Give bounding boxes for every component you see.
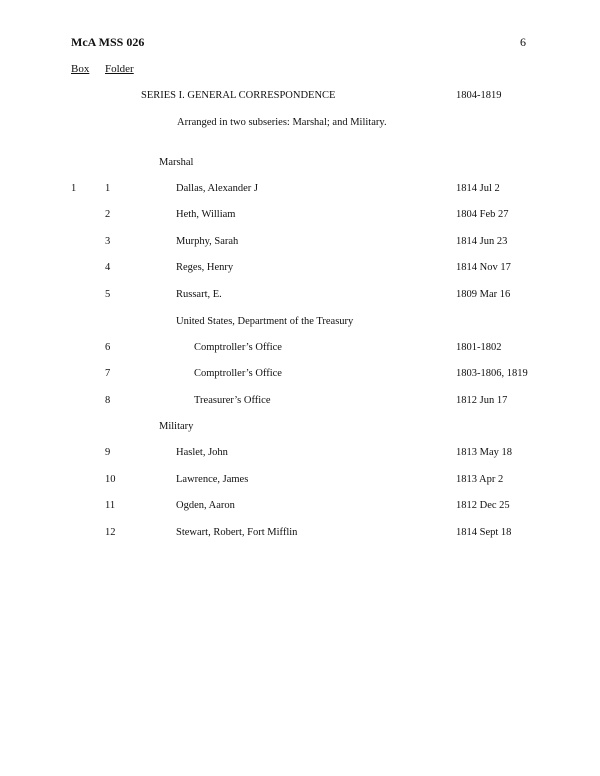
list-item bbox=[0, 342, 600, 356]
folder-number: 4 bbox=[105, 262, 111, 273]
folder-number: 12 bbox=[105, 527, 116, 538]
item-date: 1801-1802 bbox=[456, 342, 502, 353]
box-column-header: Box bbox=[71, 63, 90, 75]
list-item bbox=[0, 236, 600, 250]
correspondent-name: Russart, E. bbox=[176, 289, 222, 300]
collection-id: McA MSS 026 bbox=[71, 35, 145, 49]
correspondent-name: Treasurer’s Office bbox=[194, 395, 271, 406]
folder-number: 3 bbox=[105, 236, 111, 247]
item-date: 1814 Jun 23 bbox=[456, 236, 508, 247]
item-date: 1812 Dec 25 bbox=[456, 500, 510, 511]
list-item bbox=[0, 368, 600, 382]
folder-number: 10 bbox=[105, 474, 116, 485]
correspondent-name: Murphy, Sarah bbox=[176, 236, 239, 247]
correspondent-name: Lawrence, James bbox=[176, 474, 249, 485]
folder-number: 6 bbox=[105, 342, 111, 353]
correspondent-name: Haslet, John bbox=[176, 447, 228, 458]
list-item bbox=[0, 183, 600, 197]
item-date: 1809 Mar 16 bbox=[456, 289, 511, 300]
list-item bbox=[0, 500, 600, 514]
item-date: 1814 Sept 18 bbox=[456, 527, 512, 538]
folder-number: 5 bbox=[105, 289, 111, 300]
list-item bbox=[0, 316, 600, 330]
list-item bbox=[0, 395, 600, 409]
page-number: 6 bbox=[520, 35, 526, 49]
correspondent-name: Dallas, Alexander J bbox=[176, 183, 258, 194]
correspondent-name: Comptroller’s Office bbox=[194, 342, 282, 353]
item-date: 1813 May 18 bbox=[456, 447, 512, 458]
box-number: 1 bbox=[71, 183, 77, 194]
folder-column-header: Folder bbox=[105, 63, 134, 75]
list-item bbox=[0, 474, 600, 488]
correspondent-name: Stewart, Robert, Fort Mifflin bbox=[176, 527, 298, 538]
folder-number: 2 bbox=[105, 209, 111, 220]
item-date: 1814 Nov 17 bbox=[456, 262, 511, 273]
item-date: 1803-1806, 1819 bbox=[456, 368, 528, 379]
list-item bbox=[0, 262, 600, 276]
subseries-heading-military: Military bbox=[159, 421, 194, 432]
folder-number: 8 bbox=[105, 395, 111, 406]
item-date: 1814 Jul 2 bbox=[456, 183, 500, 194]
series-dates: 1804-1819 bbox=[456, 90, 502, 101]
item-date: 1812 Jun 17 bbox=[456, 395, 508, 406]
series-title: SERIES I. GENERAL CORRESPONDENCE bbox=[141, 90, 336, 101]
folder-number: 1 bbox=[105, 183, 111, 194]
item-date: 1813 Apr 2 bbox=[456, 474, 504, 485]
correspondent-name: Heth, William bbox=[176, 209, 236, 220]
correspondent-name: Ogden, Aaron bbox=[176, 500, 235, 511]
series-arrangement-note: Arranged in two subseries: Marshal; and Military. bbox=[177, 117, 387, 128]
correspondent-name: Reges, Henry bbox=[176, 262, 234, 273]
correspondent-group-heading: United States, Department of the Treasury bbox=[176, 316, 354, 327]
list-item bbox=[0, 447, 600, 461]
list-item bbox=[0, 289, 600, 303]
subseries-heading-marshal: Marshal bbox=[159, 157, 194, 168]
list-item bbox=[0, 527, 600, 541]
folder-number: 9 bbox=[105, 447, 111, 458]
folder-number: 11 bbox=[105, 500, 116, 511]
item-date: 1804 Feb 27 bbox=[456, 209, 509, 220]
list-item bbox=[0, 209, 600, 223]
folder-number: 7 bbox=[105, 368, 111, 379]
correspondent-name: Comptroller’s Office bbox=[194, 368, 282, 379]
